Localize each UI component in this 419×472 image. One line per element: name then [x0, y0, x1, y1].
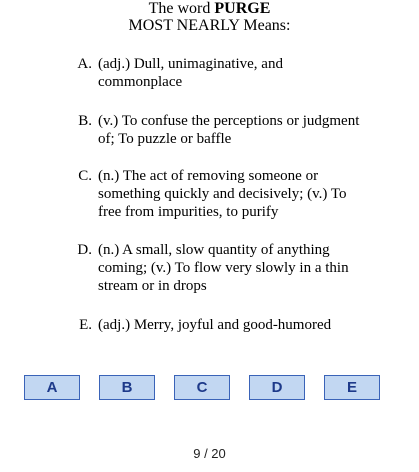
option-a-text: (adj.) Dull, unimaginative, and commonplace — [98, 56, 283, 90]
option-c-text: (n.) The act of removing someone or something quickly and decisively; (v.) To free from impurities, to purify — [98, 168, 347, 220]
option-b-text: (v.) To confuse the perceptions or judgment of; To puzzle or baffle — [98, 113, 360, 147]
option-a-letter: A. — [77, 56, 92, 72]
progress-indicator: 9 / 20 — [193, 446, 226, 461]
option-e-text: (adj.) Merry, joyful and good-humored — [98, 317, 332, 333]
answer-c-button[interactable]: C — [174, 375, 230, 400]
option-d-letter: D. — [77, 242, 92, 258]
option-b-letter: B. — [78, 113, 92, 129]
question-line-2: MOST NEARLY Means: — [128, 17, 291, 34]
answer-e-button[interactable]: E — [324, 375, 380, 400]
answer-buttons — [0, 375, 419, 403]
option-d-text: (n.) A small, slow quantity of anything coming; (v.) To flow very slowly in a thin stream or in drops — [98, 242, 349, 294]
question-line-1 — [0, 0, 419, 17]
answer-d-button[interactable]: D — [249, 375, 305, 400]
question-word: PURGE — [214, 0, 271, 17]
question-header — [0, 0, 419, 34]
question-prefix: The word — [148, 0, 215, 17]
answer-a-button[interactable]: A — [24, 375, 80, 400]
option-c-letter: C. — [78, 168, 92, 184]
answer-b-button[interactable]: B — [99, 375, 155, 400]
option-e-letter: E. — [79, 317, 92, 333]
